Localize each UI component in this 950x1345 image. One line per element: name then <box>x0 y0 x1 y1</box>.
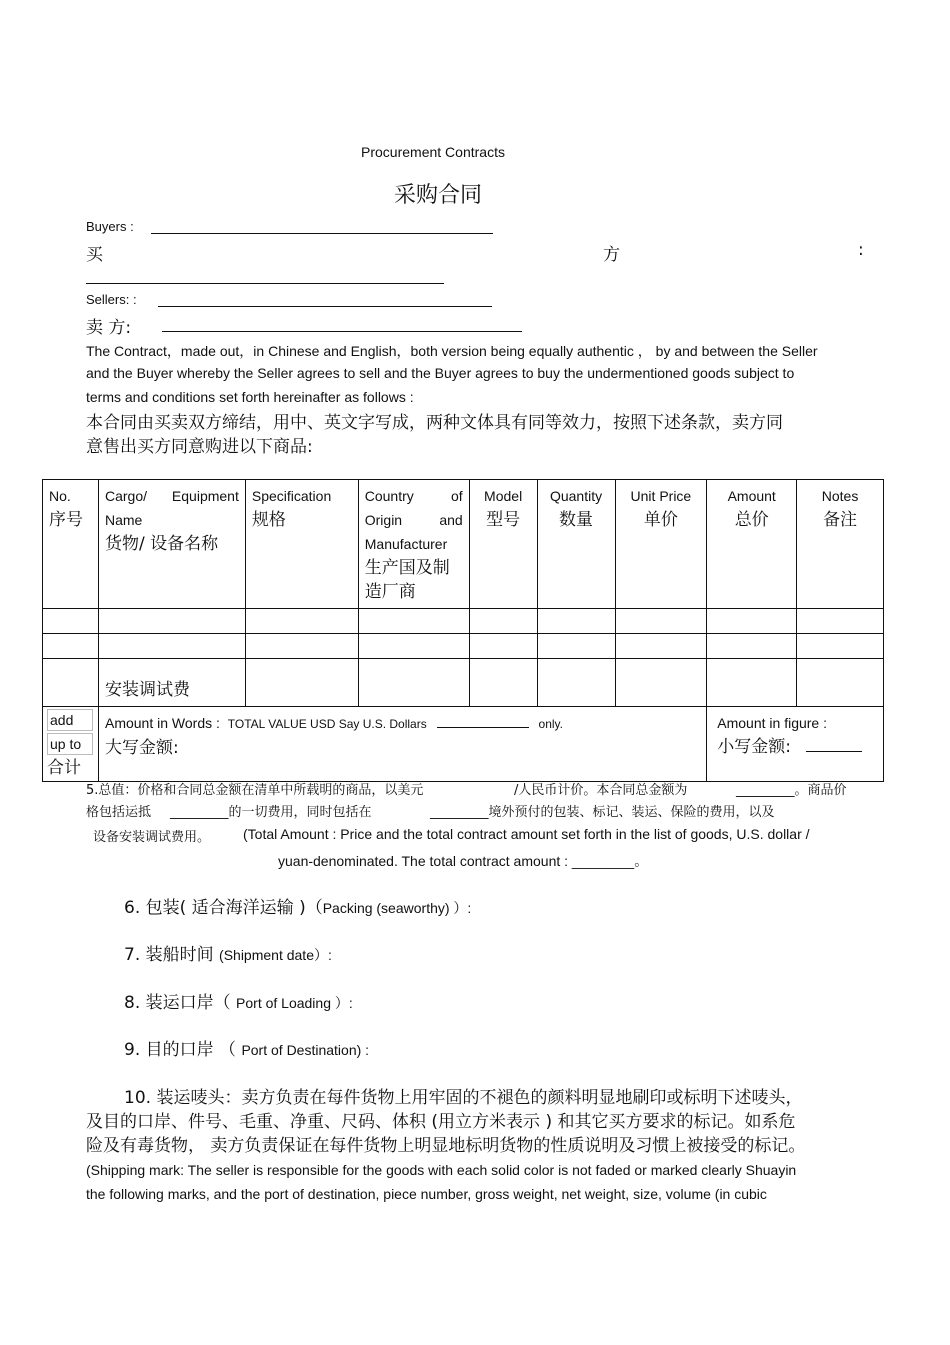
up-to-label: up to <box>47 733 93 755</box>
header-country-origin: Country of Origin and Manufacturer 生产国及制造厂商 <box>358 480 469 609</box>
sellers-cn-label: 卖 方: <box>86 318 132 338</box>
header-unit-price: Unit Price 单价 <box>615 480 707 609</box>
install-fee-row <box>43 659 884 707</box>
buyers-field <box>86 219 134 234</box>
title-english: Procurement Contracts <box>361 144 505 160</box>
section9-port-destination: 9. 目的口岸 （ Port of Destination) : <box>124 1040 370 1060</box>
header-amount: Amount 总价 <box>707 480 797 609</box>
install-fee-label: 安装调试费 <box>104 680 190 700</box>
amount-figure-label: Amount in figure : <box>717 715 827 731</box>
buyers-cn-char-1: 买 <box>86 245 103 265</box>
sellers-cn-blank-line <box>162 331 522 332</box>
amount-words-cn: 大写金额: <box>104 738 179 758</box>
goods-table <box>42 479 884 782</box>
intro-cn-line-2: 意售出买方同意购进以下商品: <box>86 437 313 457</box>
section10-en-line-1: (Shipping mark: The seller is responsible for the goods with each solid color is not faded or marked clearly Shuayin <box>86 1162 797 1178</box>
header-cargo-name: Cargo/ Equipment Name 货物/ 设备名称 <box>98 480 245 609</box>
total-row <box>43 707 884 782</box>
amount-words-blank <box>437 727 529 728</box>
section5-line-2a: 格包括运抵 <box>86 805 152 820</box>
sellers-label: Sellers: : <box>86 292 137 307</box>
intro-cn-line-1: 本合同由买卖双方缔结，用中、英文字写成，两种文体具有同等效力，按照下述条款，卖方同 <box>86 413 783 433</box>
title-chinese: 采购合同 <box>393 183 482 208</box>
intro-en-line-3: terms and conditions set forth hereinafter as follows : <box>86 389 414 405</box>
buyers-label: Buyers : <box>86 219 134 234</box>
section5-line-1c: _________。商品价 <box>736 783 847 798</box>
section5-line-1a: 5.总值：价格和合同总金额在清单中所载明的商品，以美元 <box>86 783 424 798</box>
section10-cn-line-3: 险及有毒货物， 卖方负责保证在每件货物上明显地标明货物的性质说明及习惯上被接受的标记。 <box>86 1136 806 1156</box>
section5-line-2b: _________的一切费用，同时包括在 <box>170 805 372 820</box>
section8-port-loading: 8. 装运口岸（ Port of Loading ）: <box>124 993 353 1013</box>
intro-en-line-2: and the Buyer whereby the Seller agrees to sell and the Buyer agrees to buy the undermentioned goods subject to <box>86 365 795 381</box>
section5-line-4: yuan-denominated. The total contract amount : ________。 <box>278 853 649 869</box>
header-quantity: Quantity 数量 <box>537 480 615 609</box>
total-label-cell <box>43 707 99 782</box>
amount-in-figure-cell <box>707 707 884 782</box>
intro-en-line-1: The Contract，made out，in Chinese and English，both version being equally authentic ， by and between the Seller <box>86 343 818 359</box>
section10-cn-line-2: 及目的口岸、件号、毛重、净重、尺码、体积 (用立方米表示 ) 和其它买方要求的标记。如系危 <box>86 1112 796 1132</box>
amount-figure-cn: 小写金额: <box>717 737 791 757</box>
section6-packing: 6. 包装( 适合海洋运输 )（Packing (seaworthy) ）: <box>124 898 472 918</box>
table-header-row <box>43 480 884 609</box>
table-row <box>43 634 884 659</box>
amount-words-label: Amount in Words : <box>104 715 220 731</box>
amount-figure-blank <box>806 751 862 752</box>
sellers-blank-line <box>158 306 492 307</box>
amount-in-words-cell <box>98 707 706 782</box>
sellers-field <box>86 292 137 307</box>
section5-line-3b: (Total Amount : Price and the total contract amount set forth in the list of goods, U.S. dollar / <box>243 826 810 842</box>
buyers-cn-colon: : <box>858 240 864 260</box>
header-specification: Specification 规格 <box>245 480 358 609</box>
section5-line-3a: 设备安装调试费用。 <box>93 830 211 845</box>
add-label: add <box>47 709 93 731</box>
section5-line-1b: /人民币计价。本合同总金额为 <box>514 783 688 798</box>
buyers-blank-line <box>151 233 493 234</box>
buyers-cn-blank-line <box>86 283 444 284</box>
section5-line-2c: _________境外预付的包装、标记、装运、保险的费用，以及 <box>430 805 775 820</box>
amount-words-text: TOTAL VALUE USD Say U.S. Dollars <box>227 717 427 731</box>
amount-words-only: only. <box>538 717 563 731</box>
buyers-cn-char-2: 方 <box>603 245 620 265</box>
section10-cn-line-1: 10. 装运唛头：卖方负责在每件货物上用牢固的不褪色的颜料明显地刷印或标明下述唛头， <box>124 1088 803 1108</box>
header-model: Model 型号 <box>469 480 537 609</box>
total-cn-label: 合计 <box>47 758 81 778</box>
header-notes: Notes 备注 <box>797 480 884 609</box>
table-row <box>43 609 884 634</box>
section7-shipment-date: 7. 装船时间 (Shipment date）: <box>124 945 332 965</box>
section10-en-line-2: the following marks, and the port of destination, piece number, gross weight, net weight, size, volume (in cubic <box>86 1186 767 1202</box>
header-no: No. 序号 <box>43 480 99 609</box>
